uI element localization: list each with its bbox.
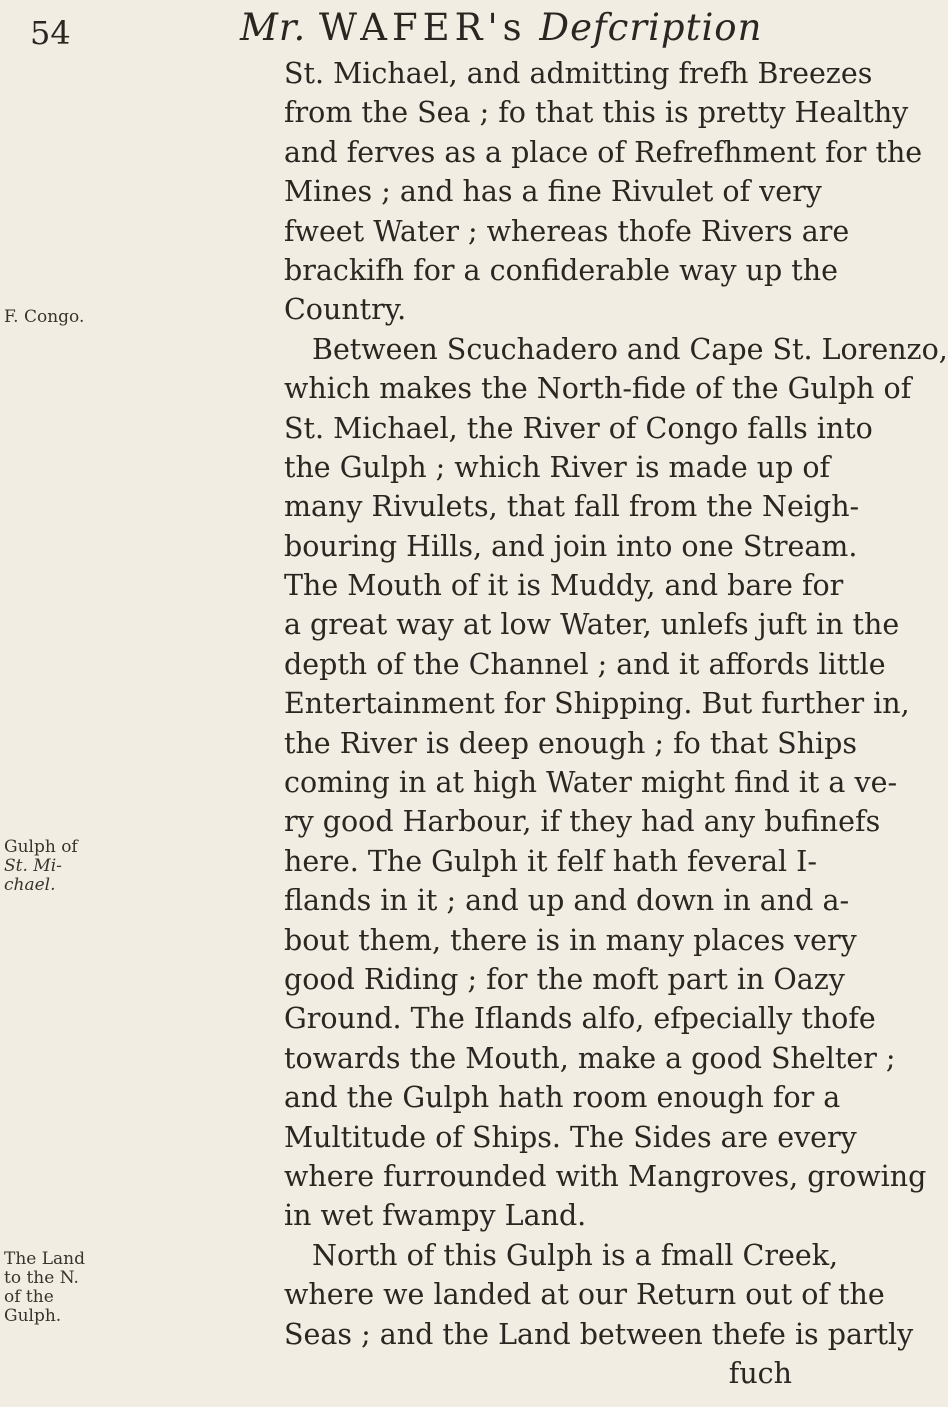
text-line: the River is deep enough ; fo that Ships bbox=[284, 726, 858, 760]
text-line: Mines ; and has a fine Rivulet of very bbox=[284, 175, 822, 209]
running-head-prefix: Mr. bbox=[240, 6, 307, 49]
text-line: good Riding ; for the moft part in Oazy bbox=[284, 962, 845, 996]
text-line: coming in at high Water might find it a ve- bbox=[284, 766, 898, 800]
running-head-suffix: Defcription bbox=[539, 6, 763, 49]
margin-note-line: Gulph. bbox=[4, 1306, 62, 1326]
text-line: bout them, there is in many places very bbox=[284, 923, 857, 957]
margin-note-line: to the N. bbox=[4, 1268, 79, 1288]
margin-note-land bbox=[4, 1250, 104, 1326]
text-line: from the Sea ; fo that this is pretty Healthy bbox=[284, 96, 909, 130]
margin-note-gulph bbox=[4, 838, 104, 895]
text-line: where we landed at our Return out of the bbox=[284, 1278, 885, 1312]
text-line: bouring Hills, and join into one Stream. bbox=[284, 529, 858, 563]
text-line: brackifh for a confiderable way up the bbox=[284, 253, 838, 287]
text-line: Multitude of Ships. The Sides are every bbox=[284, 1120, 857, 1154]
text-line: Country. bbox=[284, 293, 407, 327]
text-line: Ground. The Iflands alfo, efpecially thofe bbox=[284, 1002, 876, 1036]
text-line: The Mouth of it is Muddy, and bare for bbox=[284, 569, 844, 603]
running-head-name: WAFER's bbox=[319, 6, 527, 49]
text-line: and ferves as a place of Refrefhment for the bbox=[284, 135, 923, 169]
text-line: and the Gulph hath room enough for a bbox=[284, 1081, 841, 1115]
text-line: in wet fwampy Land. bbox=[284, 1199, 587, 1233]
text-line: Seas ; and the Land between thefe is partly bbox=[284, 1317, 914, 1351]
text-line: Entertainment for Shipping. But further in, bbox=[284, 687, 910, 721]
text-line: towards the Mouth, make a good Shelter ; bbox=[284, 1041, 896, 1075]
text-line: depth of the Channel ; and it affords little bbox=[284, 647, 886, 681]
text-line: many Rivulets, that fall from the Neigh- bbox=[284, 490, 860, 524]
margin-note-line: The Land bbox=[4, 1249, 86, 1269]
margin-note-line: of the bbox=[4, 1287, 54, 1307]
text-line: a great way at low Water, unlefs juft in the bbox=[284, 608, 900, 642]
catchword: fuch bbox=[728, 1356, 792, 1390]
page-number: 54 bbox=[30, 14, 71, 52]
margin-note-line: St. Mi- bbox=[4, 856, 62, 876]
text-line: where furrounded with Mangroves, growing bbox=[284, 1159, 927, 1193]
margin-notes bbox=[0, 0, 110, 1407]
text-line: North of this Gulph is a fmall Creek, bbox=[312, 1238, 839, 1272]
running-head bbox=[240, 6, 762, 49]
text-line: here. The Gulph it felf hath feveral I- bbox=[284, 844, 818, 878]
page-header bbox=[0, 6, 800, 56]
margin-note-congo: F. Congo. bbox=[4, 307, 85, 327]
text-line: fweet Water ; whereas thofe Rivers are bbox=[284, 214, 850, 248]
margin-note-line: chael. bbox=[4, 875, 56, 895]
text-line: which makes the North-fide of the Gulph of bbox=[284, 372, 912, 406]
text-line: St. Michael, and admitting frefh Breezes bbox=[284, 57, 873, 90]
text-line: Between Scuchadero and Cape St. Lorenzo, bbox=[312, 332, 948, 366]
text-line: flands in it ; and up and down in and a- bbox=[284, 884, 850, 918]
margin-note-line: Gulph of bbox=[4, 837, 78, 857]
body-text bbox=[284, 54, 948, 1393]
text-line: the Gulph ; which River is made up of bbox=[284, 450, 831, 484]
text-line: ry good Harbour, if they had any bufinefs bbox=[284, 805, 881, 839]
text-line: St. Michael, the River of Congo falls into bbox=[284, 411, 873, 445]
